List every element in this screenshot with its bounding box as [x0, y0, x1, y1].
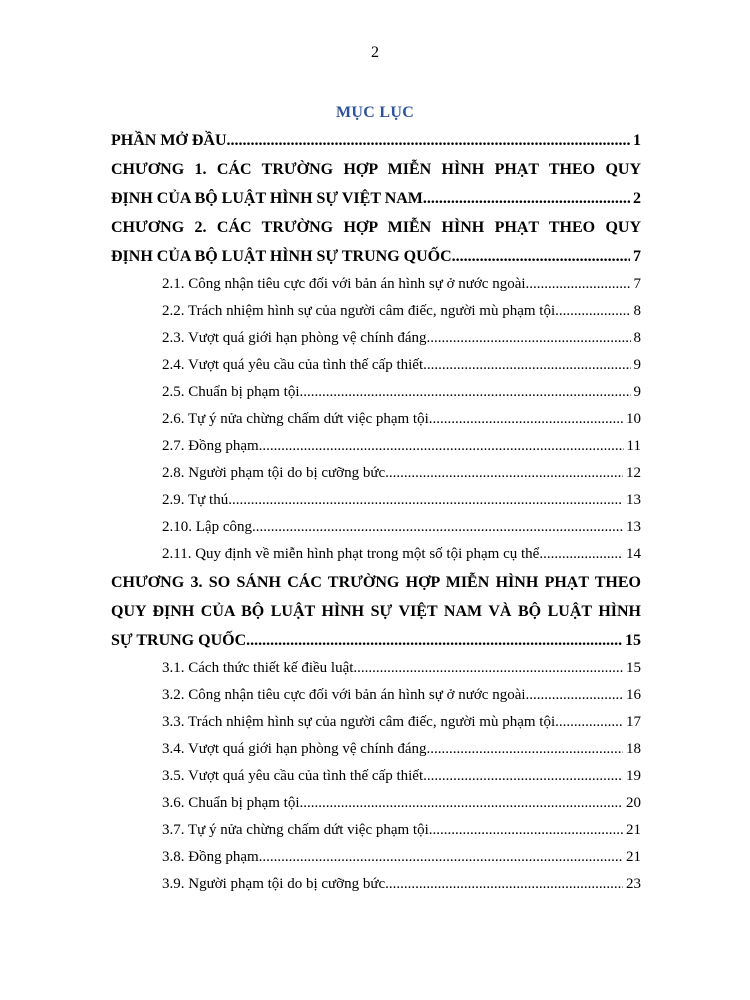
- toc-subentry-title: 3.7. Tự ý nửa chừng chấm dứt việc phạm tội: [162, 822, 429, 838]
- toc-entry-page: 2: [633, 190, 641, 207]
- toc-entry-page: 1: [633, 132, 641, 149]
- dot-leader: [429, 406, 623, 433]
- toc-entry-title: SỰ TRUNG QUỐC: [111, 632, 247, 649]
- toc-entry-ch2-line1[interactable]: CHƯƠNG 2. CÁC TRƯỜNG HỢP MIỄN HÌNH PHẠT THEO QUY: [111, 219, 641, 236]
- dot-leader: [526, 682, 623, 709]
- toc-subentry-page: 19: [626, 768, 641, 784]
- toc-subentry[interactable]: [111, 352, 641, 379]
- dot-leader: [227, 126, 630, 155]
- dot-leader: [427, 736, 623, 763]
- toc-subentry[interactable]: [111, 541, 641, 568]
- dot-leader: [555, 298, 630, 325]
- toc-subentry-title: 3.3. Trách nhiệm hình sự của người câm điếc, người mù phạm tội: [162, 714, 556, 730]
- toc-subentry-title: 3.4. Vượt quá giới hạn phòng vệ chính đáng: [162, 741, 427, 757]
- toc-subentry-title: 2.3. Vượt quá giới hạn phòng vệ chính đáng: [162, 330, 427, 346]
- dot-leader: [526, 271, 631, 298]
- toc-subentry[interactable]: [111, 271, 641, 298]
- dot-leader: [385, 871, 623, 898]
- toc-subentry[interactable]: [111, 817, 641, 844]
- dot-leader: [259, 844, 623, 871]
- toc-subentry-title: 3.1. Cách thức thiết kế điều luật: [162, 660, 354, 676]
- toc-subentry[interactable]: [111, 433, 641, 460]
- toc-subentry-title: 3.8. Đồng phạm: [162, 849, 259, 865]
- dot-leader: [539, 541, 623, 568]
- toc-entry-page: 15: [625, 632, 641, 649]
- toc-entry-intro[interactable]: [111, 126, 641, 155]
- dot-leader: [423, 184, 630, 213]
- toc-subentry-page: 7: [633, 276, 641, 292]
- toc-subentry-page: 12: [626, 465, 641, 481]
- toc-subentry[interactable]: [111, 379, 641, 406]
- toc-title: MỤC LỤC: [335, 104, 415, 121]
- toc-entry-ch3-line2[interactable]: QUY ĐỊNH CỦA BỘ LUẬT HÌNH SỰ VIỆT NAM VÀ BỘ LUẬT HÌNH: [111, 603, 641, 620]
- toc-subentry[interactable]: [111, 655, 641, 682]
- toc-entry-ch1-line1[interactable]: CHƯƠNG 1. CÁC TRƯỜNG HỢP MIỄN HÌNH PHẠT THEO QUY: [111, 161, 641, 178]
- page-number: 2: [371, 44, 379, 61]
- toc-subentry[interactable]: [111, 487, 641, 514]
- toc-subentry-page: 9: [633, 357, 641, 373]
- toc-subentry[interactable]: [111, 298, 641, 325]
- toc-entry-title: ĐỊNH CỦA BỘ LUẬT HÌNH SỰ TRUNG QUỐC: [111, 248, 452, 265]
- toc-subentry-title: 2.4. Vượt quá yêu cầu của tình thế cấp thiết: [162, 357, 424, 373]
- toc-subentry-page: 18: [626, 741, 641, 757]
- chapter-2-section-list: [111, 271, 641, 568]
- toc-subentry-page: 13: [626, 519, 641, 535]
- toc-subentry-title: 2.2. Trách nhiệm hình sự của người câm điếc, người mù phạm tội: [162, 303, 556, 319]
- toc-subentry-page: 8: [633, 330, 641, 346]
- toc-subentry-page: 10: [626, 411, 641, 427]
- dot-leader: [300, 379, 631, 406]
- toc-entry-title: ĐỊNH CỦA BỘ LUẬT HÌNH SỰ VIỆT NAM: [111, 190, 423, 207]
- toc-subentry-page: 16: [626, 687, 641, 703]
- dot-leader: [429, 817, 623, 844]
- toc-subentry-page: 14: [626, 546, 641, 562]
- toc-subentry-page: 20: [626, 795, 641, 811]
- toc-subentry[interactable]: [111, 709, 641, 736]
- toc-subentry-page: 15: [626, 660, 641, 676]
- dot-leader: [423, 352, 630, 379]
- toc-subentry-page: 21: [626, 849, 641, 865]
- toc-subentry[interactable]: [111, 682, 641, 709]
- toc-subentry[interactable]: [111, 460, 641, 487]
- toc-subentry[interactable]: [111, 844, 641, 871]
- dot-leader: [385, 460, 623, 487]
- dot-leader: [452, 242, 630, 271]
- toc-subentry[interactable]: [111, 790, 641, 817]
- toc-subentry-title: 3.6. Chuẩn bị phạm tội: [162, 795, 300, 811]
- toc-subentry-title: 2.7. Đồng phạm: [162, 438, 259, 454]
- toc-subentry[interactable]: [111, 736, 641, 763]
- toc-subentry[interactable]: [111, 406, 641, 433]
- toc-entry-ch3[interactable]: [111, 626, 641, 655]
- toc-subentry-page: 13: [626, 492, 641, 508]
- toc-entry-ch2[interactable]: [111, 242, 641, 271]
- toc-subentry-page: 11: [626, 438, 641, 454]
- dot-leader: [252, 514, 623, 541]
- toc-subentry-page: 21: [626, 822, 641, 838]
- toc-subentry-title: 2.10. Lập công: [162, 519, 252, 535]
- toc-subentry-title: 2.9. Tự thú: [162, 492, 229, 508]
- toc-entry-ch3-line1[interactable]: CHƯƠNG 3. SO SÁNH CÁC TRƯỜNG HỢP MIỄN HÌNH PHẠT THEO: [111, 574, 641, 591]
- toc-subentry[interactable]: [111, 763, 641, 790]
- toc-subentry[interactable]: [111, 871, 641, 898]
- toc-subentry-title: 2.6. Tự ý nửa chừng chấm dứt việc phạm tội: [162, 411, 429, 427]
- toc-subentry-title: 2.8. Người phạm tội do bị cưỡng bức: [162, 465, 386, 481]
- toc-subentry-title: 3.5. Vượt quá yêu cầu của tình thế cấp thiết: [162, 768, 424, 784]
- toc-entry-title: PHẦN MỞ ĐẦU: [111, 132, 227, 149]
- dot-leader: [555, 709, 623, 736]
- dot-leader: [427, 325, 631, 352]
- toc-entry-page: 7: [633, 248, 641, 265]
- toc-subentry-title: 2.5. Chuẩn bị phạm tội: [162, 384, 300, 400]
- toc-subentry-title: 3.2. Công nhận tiêu cực đối với bản án hình sự ở nước ngoài: [162, 687, 526, 703]
- dot-leader: [246, 626, 622, 655]
- dot-leader: [300, 790, 624, 817]
- dot-leader: [259, 433, 624, 460]
- toc-subentry[interactable]: [111, 514, 641, 541]
- dot-leader: [228, 487, 623, 514]
- dot-leader: [353, 655, 623, 682]
- toc-subentry-title: 2.11. Quy định về miễn hình phạt trong một số tội phạm cụ thể: [162, 546, 540, 562]
- toc-entry-ch1[interactable]: [111, 184, 641, 213]
- toc-subentry-page: 23: [626, 876, 641, 892]
- dot-leader: [423, 763, 623, 790]
- toc-subentry-page: 9: [633, 384, 641, 400]
- toc-subentry-page: 8: [633, 303, 641, 319]
- toc-subentry[interactable]: [111, 325, 641, 352]
- table-of-contents: [111, 126, 641, 898]
- toc-subentry-title: 2.1. Công nhận tiêu cực đối với bản án hình sự ở nước ngoài: [162, 276, 526, 292]
- chapter-3-section-list: [111, 655, 641, 898]
- toc-subentry-title: 3.9. Người phạm tội do bị cưỡng bức: [162, 876, 386, 892]
- toc-subentry-page: 17: [626, 714, 641, 730]
